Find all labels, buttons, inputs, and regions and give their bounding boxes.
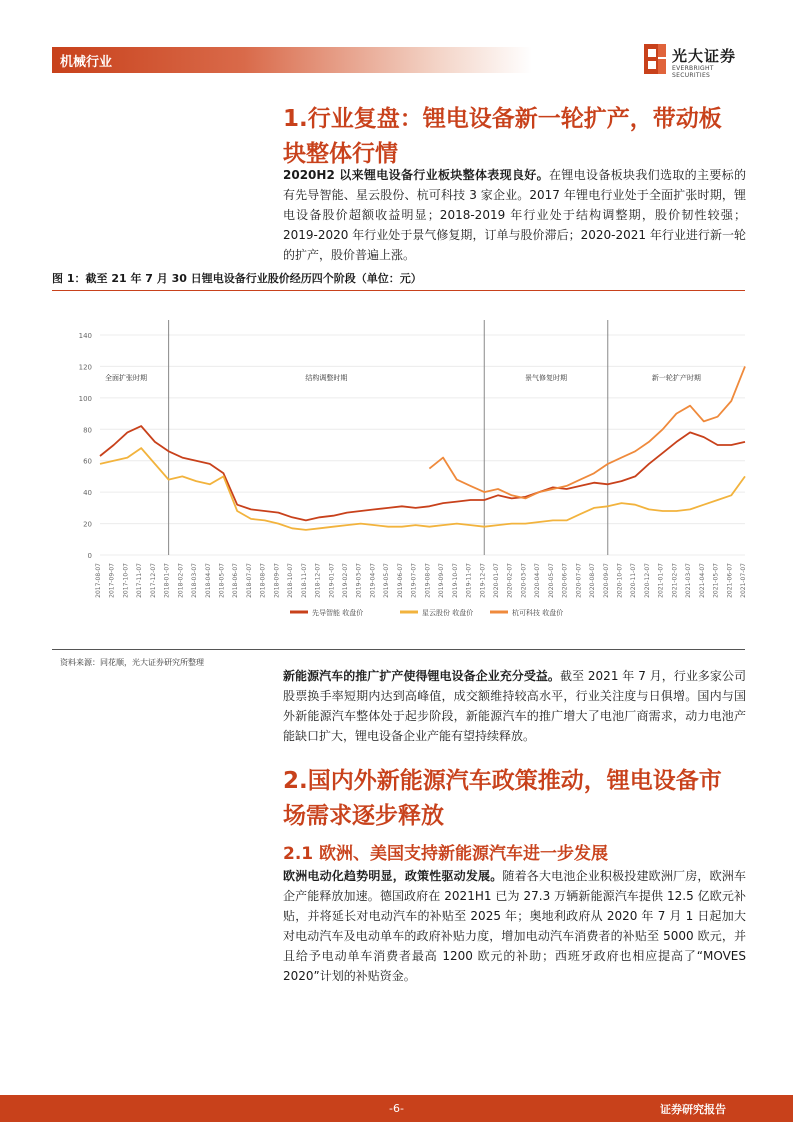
section1-paragraph-lead: 2020H2 以来锂电设备行业板块整体表现良好。 <box>283 168 549 182</box>
chart-grid <box>100 335 745 555</box>
chart-phase-dividers <box>169 320 608 555</box>
section2-paragraph-lead: 欧洲电动化趋势明显，政策性驱动发展。 <box>283 869 503 883</box>
section2-heading-line2: 场需求逐步释放 <box>283 803 444 829</box>
y-tick-label: 100 <box>78 394 92 403</box>
x-tick-label: 2020-04-07 <box>534 563 542 598</box>
section1b-paragraph <box>283 666 746 746</box>
header-section-title: 机械行业 <box>60 55 113 70</box>
section1-heading-line2: 块整体行情 <box>283 141 398 167</box>
x-tick-label: 2020-11-07 <box>630 563 638 598</box>
section1-heading <box>283 102 753 172</box>
x-tick-label: 2018-09-07 <box>273 563 281 598</box>
x-tick-label: 2018-10-07 <box>287 563 295 598</box>
section2-heading <box>283 764 753 834</box>
x-tick-label: 2019-12-07 <box>479 563 487 598</box>
y-tick-label: 80 <box>83 426 92 435</box>
x-tick-label: 2019-10-07 <box>451 563 459 598</box>
y-tick-label: 120 <box>78 363 92 372</box>
x-tick-label: 2021-02-07 <box>671 563 679 598</box>
page-number: -6- <box>389 1102 404 1115</box>
legend-label: 杭可科技 收盘价 <box>512 609 564 617</box>
x-tick-label: 2021-03-07 <box>685 563 693 598</box>
x-tick-label: 2019-07-07 <box>410 563 418 598</box>
phase-label: 全面扩张时期 <box>105 374 147 382</box>
x-tick-label: 2019-02-07 <box>342 563 350 598</box>
x-tick-label: 2019-11-07 <box>465 563 473 598</box>
x-tick-label: 2018-03-07 <box>191 563 199 598</box>
x-tick-label: 2020-03-07 <box>520 563 528 598</box>
phase-label: 结构调整时期 <box>305 374 348 382</box>
x-tick-label: 2021-01-07 <box>657 563 665 598</box>
section1-paragraph <box>283 165 746 265</box>
x-tick-label: 2018-06-07 <box>232 563 240 598</box>
x-tick-label: 2021-07-07 <box>740 563 747 598</box>
x-tick-label: 2019-03-07 <box>355 563 363 598</box>
footer-label: 证券研究报告 <box>660 1103 726 1116</box>
x-tick-label: 2020-05-07 <box>547 563 555 598</box>
logo-name-cn: 光大证券 <box>672 47 737 65</box>
x-tick-label: 2021-06-07 <box>726 563 734 598</box>
logo-name-en: EVERBRIGHT SECURITIES <box>672 65 714 79</box>
everbright-logo-icon <box>644 44 666 74</box>
x-tick-label: 2019-06-07 <box>396 563 404 598</box>
phase-label: 新一轮扩产时期 <box>651 374 701 382</box>
x-tick-label: 2020-12-07 <box>643 563 651 598</box>
x-tick-label: 2018-08-07 <box>259 563 267 598</box>
section1b-paragraph-lead: 新能源汽车的推广扩产使得锂电设备企业充分受益。 <box>283 669 560 683</box>
stock-price-chart <box>60 300 750 640</box>
x-tick-label: 2019-09-07 <box>438 563 446 598</box>
section1b-paragraph-body: 截至 2021 年 7 月，行业多家公司股票换手率短期内达到高峰值，成交额维持较高水平，行业关注度与日俱增。国内与国外新能源汽车整体处于起步阶段，新能源汽车的推广增大了电池厂商需求，动力电池产能缺口扩大，锂电设备企业产能有望持续释放。 <box>283 669 746 743</box>
x-tick-label: 2018-12-07 <box>314 563 322 598</box>
chart-legend <box>290 608 563 617</box>
figure-bottom-rule <box>52 649 745 650</box>
y-tick-label: 60 <box>83 457 92 466</box>
x-tick-label: 2020-06-07 <box>561 563 569 598</box>
x-tick-label: 2018-11-07 <box>300 563 308 598</box>
x-tick-label: 2020-07-07 <box>575 563 583 598</box>
company-logo <box>644 44 744 79</box>
x-tick-label: 2019-08-07 <box>424 563 432 598</box>
section2-subheading: 2.1 欧洲、美国支持新能源汽车进一步发展 <box>283 844 609 864</box>
x-tick-label: 2020-01-07 <box>492 563 500 598</box>
x-tick-label: 2018-05-07 <box>218 563 226 598</box>
chart-y-ticks <box>79 332 92 560</box>
x-tick-label: 2019-05-07 <box>383 563 391 598</box>
chart-phase-labels <box>105 373 701 382</box>
x-tick-label: 2017-12-07 <box>149 563 157 598</box>
section1-heading-line1: 1.行业复盘：锂电设备新一轮扩产，带动板 <box>283 106 722 132</box>
section1-paragraph-body: 在锂电设备板块我们选取的主要标的有先导智能、星云股份、杭可科技 3 家企业。2017 年锂电行业处于全面扩张时期，锂电设备股价超额收益明显；2018-2019 年行业处于结构调整期，股价韧性较强；2019-2020 年行业处于景气修复期，订单与股价滞后；2020-2021 年行业进行新一轮的扩产，股价普遍上涨。 <box>283 168 746 262</box>
x-tick-label: 2020-02-07 <box>506 563 514 598</box>
x-tick-label: 2017-09-07 <box>108 563 116 598</box>
x-tick-label: 2020-08-07 <box>589 563 597 598</box>
x-tick-label: 2017-10-07 <box>122 563 130 598</box>
header-band <box>52 47 532 73</box>
x-tick-label: 2018-02-07 <box>177 563 185 598</box>
y-tick-label: 20 <box>83 520 92 529</box>
section2-heading-line1: 2.国内外新能源汽车政策推动，锂电设备市 <box>283 768 722 794</box>
x-tick-label: 2017-08-07 <box>95 563 102 598</box>
y-tick-label: 140 <box>78 332 92 340</box>
y-tick-label: 40 <box>83 489 92 498</box>
chart-series <box>100 366 745 530</box>
legend-label: 先导智能 收盘价 <box>312 609 364 617</box>
x-tick-label: 2020-10-07 <box>616 563 624 598</box>
x-tick-label: 2020-09-07 <box>602 563 610 598</box>
x-tick-label: 2019-04-07 <box>369 563 377 598</box>
x-tick-label: 2018-07-07 <box>245 563 253 598</box>
series-line-2 <box>429 366 745 498</box>
section2-paragraph <box>283 866 746 986</box>
x-tick-label: 2018-04-07 <box>204 563 212 598</box>
x-tick-label: 2017-11-07 <box>136 563 144 598</box>
y-tick-label: 0 <box>87 552 92 560</box>
x-tick-label: 2021-04-07 <box>698 563 706 598</box>
series-line-0 <box>100 426 745 520</box>
section2-paragraph-body: 随着各大电池企业积极投建欧洲厂房，欧洲车企产能释放加速。德国政府在 2021H1 已为 27.3 万辆新能源汽车提供 12.5 亿欧元补贴，并将延长对电动汽车的补贴至 2025 年；奥地利政府从 2020 年 7 月 1 日起加大对电动汽车及电动单车的政府补贴力度，增加电动汽车消费者的补贴至 5000 欧元，并且给予电动单车消费者最高 1200 欧元的补助；西班牙政府也相应提高了“MOVES 2020”计划的补贴资金。 <box>283 869 746 983</box>
x-tick-label: 2021-05-07 <box>712 563 720 598</box>
figure-title: 图 1：截至 21 年 7 月 30 日锂电设备行业股价经历四个阶段（单位：元） <box>52 272 422 285</box>
legend-label: 星云股份 收盘价 <box>422 609 474 617</box>
x-tick-label: 2018-01-07 <box>163 563 171 598</box>
figure-source: 资料来源：同花顺，光大证券研究所整理 <box>60 658 204 667</box>
chart-x-ticks <box>95 563 747 598</box>
x-tick-label: 2019-01-07 <box>328 563 336 598</box>
figure-top-rule <box>52 290 745 291</box>
phase-label: 景气修复时期 <box>525 374 568 382</box>
